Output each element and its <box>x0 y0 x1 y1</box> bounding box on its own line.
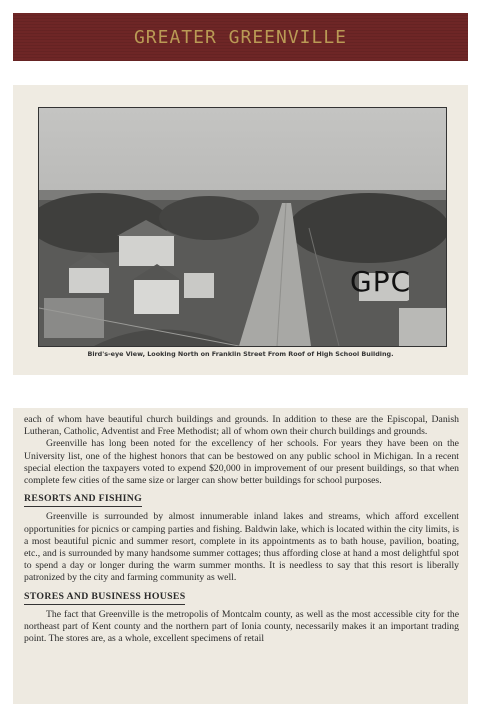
gpc-watermark: GPC <box>350 265 412 298</box>
cover-band <box>13 13 468 61</box>
street-photo <box>38 107 447 347</box>
paragraph-schools: Greenville has long been noted for the excellency of her schools. For years they have been on the University list, one of the highest honors that can be bestowed on any public school in Michigan. In a recent special election the taxpayers voted to expend $20,000 in improvement of our present buildings, so that when complete few cities of the same size or larger can show better buildings for school purposes. <box>24 438 459 487</box>
cover-title: GREATER GREENVILLE <box>133 26 348 48</box>
paragraph-resorts: Greenville is surrounded by almost innumerable inland lakes and streams, which afford excellent opportunities for picnics or camping parties and fishing. Baldwin lake, which is located within the city limits, is a most beautiful picnic and summer resort, complete in its appointments as to bath house, pavilion, boating, etc., and is surrounded by many handsome summer cottages; thus affording close at hand a most delightful spot to spend a day or longer during the warm summer months. It is needless to say that this resort is liberally patronized by the city and farming community as well. <box>24 511 459 584</box>
heading-stores: STORES AND BUSINESS HOUSES <box>24 591 185 605</box>
street-photo-image <box>39 108 446 346</box>
photo-caption: Bird's-eye View, Looking North on Franklin Street From Roof of High School Building. <box>87 350 394 358</box>
paragraph-stores: The fact that Greenville is the metropolis of Montcalm county, as well as the most accessible city for the northeast part of Kent county and the northern part of Ionia county, necessarily makes it an important trading point. The stores are, as a whole, excellent specimens of retail <box>24 608 459 645</box>
text-page <box>13 408 468 704</box>
paragraph-churches: each of whom have beautiful church buildings and grounds. In addition to these are the Episcopal, Danish Lutheran, Catholic, Adventist and Free Methodist; all of whom own their church buildings and grounds. <box>24 414 459 438</box>
text-body <box>24 414 459 645</box>
heading-resorts: RESORTS AND FISHING <box>24 493 142 507</box>
photo-page <box>13 85 468 375</box>
